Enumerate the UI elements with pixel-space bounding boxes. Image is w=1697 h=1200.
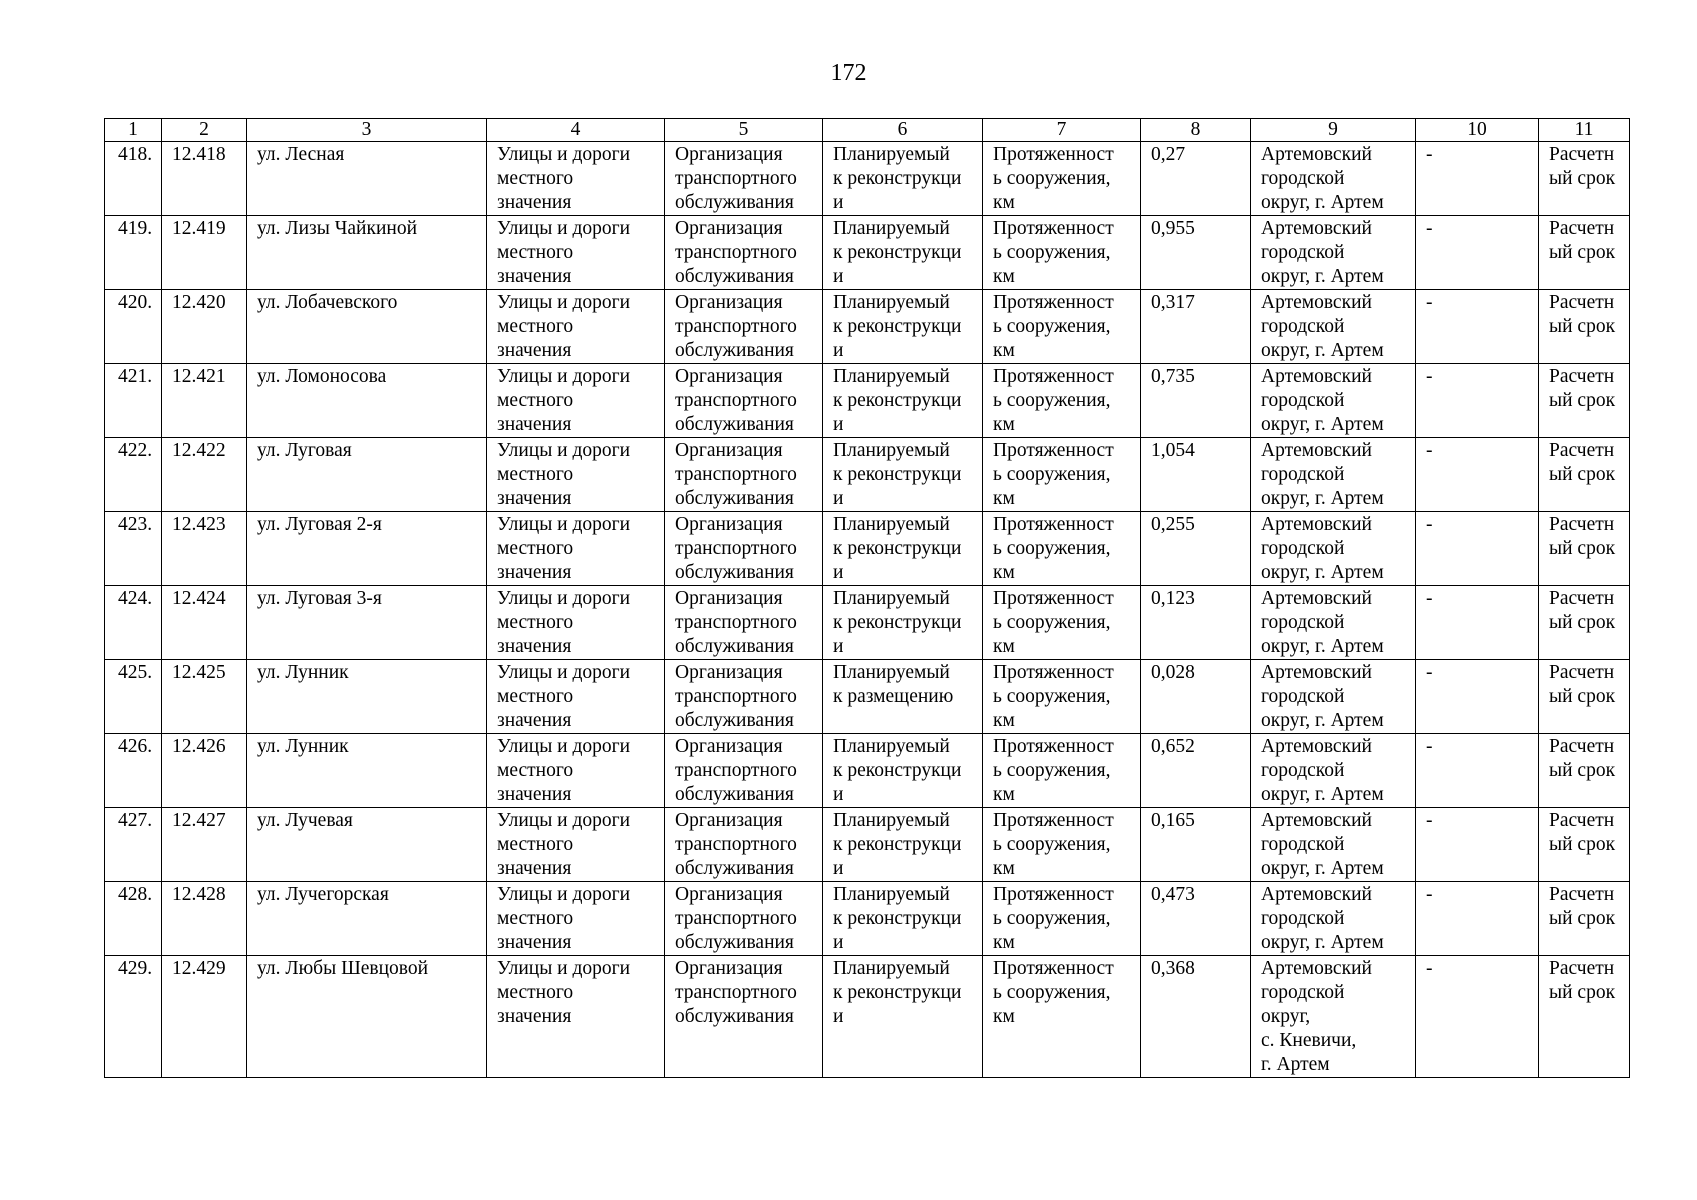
cell-term: Расчетн ый срок: [1539, 512, 1630, 586]
cell-extra: -: [1416, 586, 1539, 660]
registry-table: [104, 118, 1630, 1078]
cell-parameter: Протяженност ь сооружения, км: [983, 882, 1141, 956]
cell-type: Улицы и дороги местного значения: [487, 660, 665, 734]
cell-type: Улицы и дороги местного значения: [487, 956, 665, 1078]
cell-value: 0,473: [1141, 882, 1251, 956]
column-header: 10: [1416, 119, 1539, 142]
cell-purpose: Организация транспортного обслуживания: [665, 512, 823, 586]
cell-term: Расчетн ый срок: [1539, 586, 1630, 660]
cell-type: Улицы и дороги местного значения: [487, 216, 665, 290]
cell-purpose: Организация транспортного обслуживания: [665, 808, 823, 882]
cell-location: Артемовский городской округ, г. Артем: [1251, 882, 1416, 956]
cell-type: Улицы и дороги местного значения: [487, 364, 665, 438]
column-header: 11: [1539, 119, 1630, 142]
cell-name: ул. Ломоносова: [247, 364, 487, 438]
cell-status: Планируемый к реконструкци и: [823, 882, 983, 956]
cell-extra: -: [1416, 956, 1539, 1078]
cell-location: Артемовский городской округ, г. Артем: [1251, 512, 1416, 586]
cell-location: Артемовский городской округ, г. Артем: [1251, 808, 1416, 882]
cell-number: 420.: [105, 290, 162, 364]
cell-extra: -: [1416, 142, 1539, 216]
table-header: [105, 119, 1630, 142]
table-row: [105, 438, 1630, 512]
table-row: [105, 364, 1630, 438]
cell-location: Артемовский городской округ, г. Артем: [1251, 142, 1416, 216]
cell-extra: -: [1416, 882, 1539, 956]
cell-parameter: Протяженност ь сооружения, км: [983, 290, 1141, 364]
cell-term: Расчетн ый срок: [1539, 734, 1630, 808]
cell-parameter: Протяженност ь сооружения, км: [983, 586, 1141, 660]
cell-type: Улицы и дороги местного значения: [487, 734, 665, 808]
cell-type: Улицы и дороги местного значения: [487, 512, 665, 586]
cell-number: 419.: [105, 216, 162, 290]
cell-type: Улицы и дороги местного значения: [487, 808, 665, 882]
cell-purpose: Организация транспортного обслуживания: [665, 660, 823, 734]
cell-code: 12.425: [162, 660, 247, 734]
cell-status: Планируемый к размещению: [823, 660, 983, 734]
cell-purpose: Организация транспортного обслуживания: [665, 956, 823, 1078]
cell-purpose: Организация транспортного обслуживания: [665, 438, 823, 512]
cell-value: 0,165: [1141, 808, 1251, 882]
cell-term: Расчетн ый срок: [1539, 956, 1630, 1078]
cell-location: Артемовский городской округ, г. Артем: [1251, 438, 1416, 512]
cell-value: 0,028: [1141, 660, 1251, 734]
cell-parameter: Протяженност ь сооружения, км: [983, 660, 1141, 734]
table-row: [105, 216, 1630, 290]
cell-value: 0,955: [1141, 216, 1251, 290]
cell-parameter: Протяженност ь сооружения, км: [983, 956, 1141, 1078]
table-row: [105, 808, 1630, 882]
cell-status: Планируемый к реконструкци и: [823, 734, 983, 808]
cell-extra: -: [1416, 438, 1539, 512]
table-row: [105, 660, 1630, 734]
table-row: [105, 512, 1630, 586]
cell-value: 0,652: [1141, 734, 1251, 808]
cell-purpose: Организация транспортного обслуживания: [665, 734, 823, 808]
cell-value: 0,255: [1141, 512, 1251, 586]
cell-type: Улицы и дороги местного значения: [487, 882, 665, 956]
cell-extra: -: [1416, 364, 1539, 438]
cell-term: Расчетн ый срок: [1539, 660, 1630, 734]
cell-term: Расчетн ый срок: [1539, 216, 1630, 290]
cell-number: 428.: [105, 882, 162, 956]
cell-parameter: Протяженност ь сооружения, км: [983, 734, 1141, 808]
cell-name: ул. Лунник: [247, 660, 487, 734]
cell-value: 0,123: [1141, 586, 1251, 660]
cell-number: 418.: [105, 142, 162, 216]
cell-parameter: Протяженност ь сооружения, км: [983, 808, 1141, 882]
cell-name: ул. Лунник: [247, 734, 487, 808]
cell-number: 429.: [105, 956, 162, 1078]
cell-status: Планируемый к реконструкци и: [823, 586, 983, 660]
cell-value: 1,054: [1141, 438, 1251, 512]
cell-name: ул. Лобачевского: [247, 290, 487, 364]
cell-status: Планируемый к реконструкци и: [823, 438, 983, 512]
cell-location: Артемовский городской округ, г. Артем: [1251, 586, 1416, 660]
cell-status: Планируемый к реконструкци и: [823, 512, 983, 586]
cell-location: Артемовский городской округ, г. Артем: [1251, 216, 1416, 290]
cell-code: 12.418: [162, 142, 247, 216]
cell-code: 12.426: [162, 734, 247, 808]
page-number: 172: [830, 60, 867, 86]
cell-name: ул. Лесная: [247, 142, 487, 216]
table-row: [105, 734, 1630, 808]
cell-term: Расчетн ый срок: [1539, 142, 1630, 216]
column-header: 7: [983, 119, 1141, 142]
cell-code: 12.429: [162, 956, 247, 1078]
cell-parameter: Протяженност ь сооружения, км: [983, 216, 1141, 290]
cell-name: ул. Луговая 3-я: [247, 586, 487, 660]
cell-name: ул. Лизы Чайкиной: [247, 216, 487, 290]
cell-code: 12.419: [162, 216, 247, 290]
cell-number: 423.: [105, 512, 162, 586]
column-header: 4: [487, 119, 665, 142]
cell-value: 0,368: [1141, 956, 1251, 1078]
cell-location: Артемовский городской округ, г. Артем: [1251, 290, 1416, 364]
cell-type: Улицы и дороги местного значения: [487, 142, 665, 216]
cell-code: 12.422: [162, 438, 247, 512]
cell-code: 12.428: [162, 882, 247, 956]
cell-code: 12.420: [162, 290, 247, 364]
table-row: [105, 290, 1630, 364]
cell-location: Артемовский городской округ, г. Артем: [1251, 734, 1416, 808]
cell-status: Планируемый к реконструкци и: [823, 290, 983, 364]
cell-number: 422.: [105, 438, 162, 512]
column-header: 9: [1251, 119, 1416, 142]
cell-name: ул. Лучевая: [247, 808, 487, 882]
cell-extra: -: [1416, 290, 1539, 364]
cell-type: Улицы и дороги местного значения: [487, 586, 665, 660]
cell-location: Артемовский городской округ, г. Артем: [1251, 364, 1416, 438]
cell-status: Планируемый к реконструкци и: [823, 142, 983, 216]
cell-type: Улицы и дороги местного значения: [487, 290, 665, 364]
cell-number: 425.: [105, 660, 162, 734]
table-row: [105, 142, 1630, 216]
cell-value: 0,27: [1141, 142, 1251, 216]
cell-term: Расчетн ый срок: [1539, 808, 1630, 882]
cell-status: Планируемый к реконструкци и: [823, 956, 983, 1078]
cell-extra: -: [1416, 660, 1539, 734]
cell-parameter: Протяженност ь сооружения, км: [983, 364, 1141, 438]
cell-value: 0,317: [1141, 290, 1251, 364]
cell-code: 12.421: [162, 364, 247, 438]
cell-parameter: Протяженност ь сооружения, км: [983, 512, 1141, 586]
header-row: [105, 119, 1630, 142]
cell-term: Расчетн ый срок: [1539, 290, 1630, 364]
cell-location: Артемовский городской округ, г. Артем: [1251, 660, 1416, 734]
cell-code: 12.423: [162, 512, 247, 586]
cell-location: Артемовский городской округ, с. Кневичи, г. Артем: [1251, 956, 1416, 1078]
cell-number: 421.: [105, 364, 162, 438]
cell-purpose: Организация транспортного обслуживания: [665, 586, 823, 660]
table-row: [105, 956, 1630, 1078]
cell-name: ул. Любы Шевцовой: [247, 956, 487, 1078]
column-header: 8: [1141, 119, 1251, 142]
cell-code: 12.424: [162, 586, 247, 660]
cell-parameter: Протяженност ь сооружения, км: [983, 142, 1141, 216]
cell-purpose: Организация транспортного обслуживания: [665, 290, 823, 364]
cell-name: ул. Луговая 2-я: [247, 512, 487, 586]
cell-value: 0,735: [1141, 364, 1251, 438]
cell-purpose: Организация транспортного обслуживания: [665, 882, 823, 956]
cell-term: Расчетн ый срок: [1539, 438, 1630, 512]
cell-term: Расчетн ый срок: [1539, 882, 1630, 956]
cell-code: 12.427: [162, 808, 247, 882]
table-body: [105, 142, 1630, 1078]
cell-number: 427.: [105, 808, 162, 882]
cell-parameter: Протяженност ь сооружения, км: [983, 438, 1141, 512]
column-header: 1: [105, 119, 162, 142]
cell-extra: -: [1416, 216, 1539, 290]
table-row: [105, 882, 1630, 956]
cell-number: 426.: [105, 734, 162, 808]
cell-extra: -: [1416, 734, 1539, 808]
cell-extra: -: [1416, 808, 1539, 882]
cell-status: Планируемый к реконструкци и: [823, 216, 983, 290]
column-header: 6: [823, 119, 983, 142]
cell-name: ул. Луговая: [247, 438, 487, 512]
cell-type: Улицы и дороги местного значения: [487, 438, 665, 512]
cell-status: Планируемый к реконструкци и: [823, 364, 983, 438]
cell-status: Планируемый к реконструкци и: [823, 808, 983, 882]
table-row: [105, 586, 1630, 660]
cell-purpose: Организация транспортного обслуживания: [665, 216, 823, 290]
column-header: 2: [162, 119, 247, 142]
cell-name: ул. Лучегорская: [247, 882, 487, 956]
cell-purpose: Организация транспортного обслуживания: [665, 364, 823, 438]
cell-number: 424.: [105, 586, 162, 660]
column-header: 3: [247, 119, 487, 142]
cell-term: Расчетн ый срок: [1539, 364, 1630, 438]
column-header: 5: [665, 119, 823, 142]
cell-extra: -: [1416, 512, 1539, 586]
cell-purpose: Организация транспортного обслуживания: [665, 142, 823, 216]
